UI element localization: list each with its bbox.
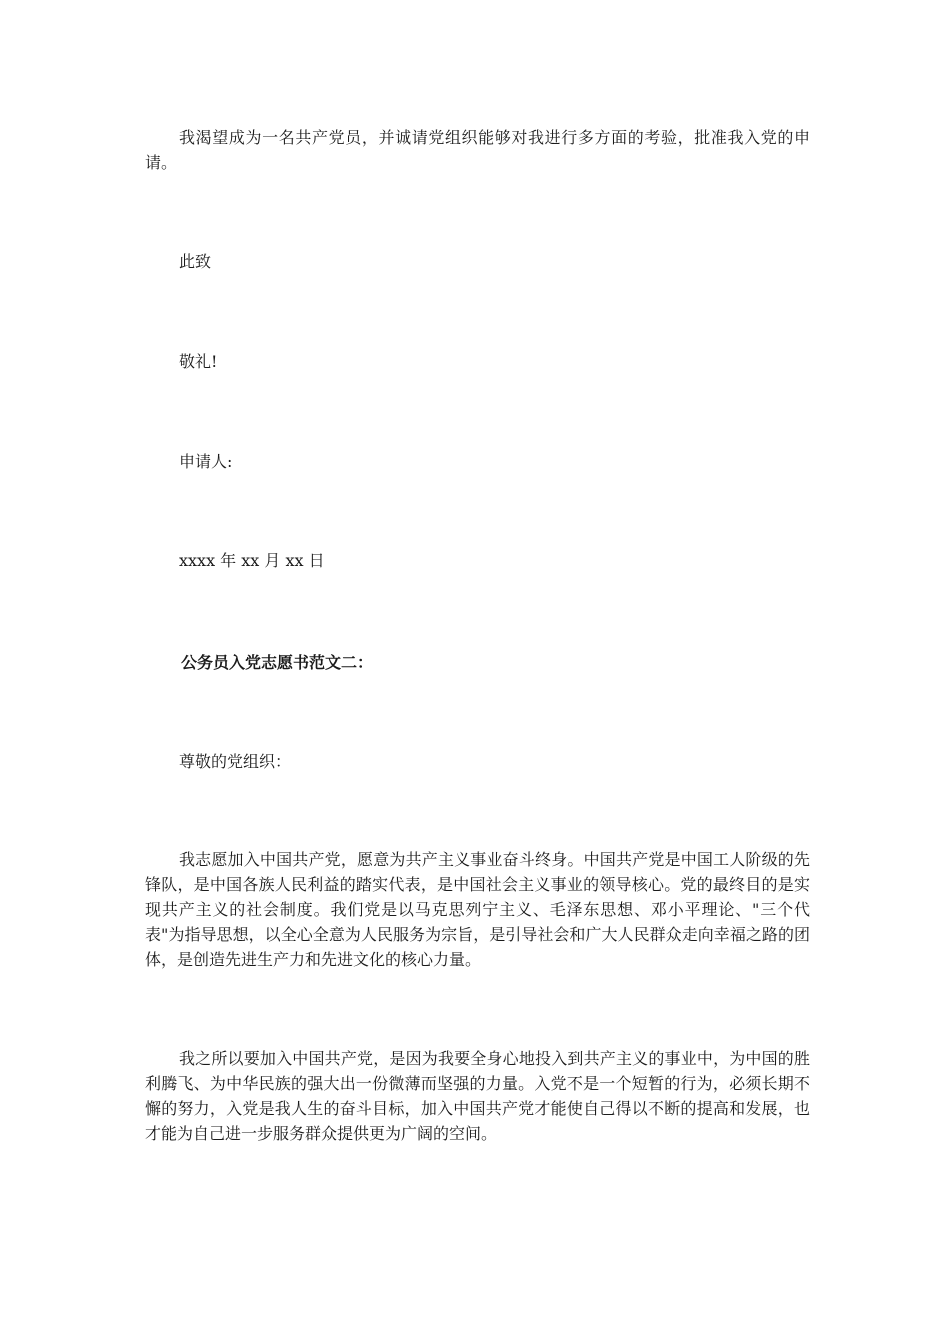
closing-paragraph: 我渴望成为一名共产党员，并诚请党组织能够对我进行多方面的考验，批准我入党的申请。 [145,128,810,172]
salutation-cizhi: 此致 [179,252,212,271]
salutation-jingli: 敬礼! [179,352,218,371]
greeting: 尊敬的党组织： [179,752,292,771]
date-line: xxxx 年 xx 月 xx 日 [179,551,325,570]
applicant-label: 申请人: [179,452,233,471]
section-heading: 公务员入党志愿书范文二： [181,653,374,672]
body-paragraph-2: 我之所以要加入中国共产党，是因为我要全身心地投入到共产主义的事业中，为中国的胜利腾飞、为中华民族的强大出一份微薄而坚强的力量。入党不是一个短暂的行为，必须长期不懈的努力，入党是我人生的奋斗目标，加入中国共产党才能使自己得以不断的提高和发展，也才能为自己进一步服务群众提供更为广阔的空间。 [145,1049,810,1143]
body-paragraph-1: 我志愿加入中国共产党，愿意为共产主义事业奋斗终身。中国共产党是中国工人阶级的先锋队，是中国各族人民利益的踏实代表，是中国社会主义事业的领导核心。党的最终目的是实现共产主义的社会制度。我们党是以马克思列宁主义、毛泽东思想、邓小平理论、"三个代表"为指导思想，以全心全意为人民服务为宗旨，是引导社会和广大人民群众走向幸福之路的团体，是创造先进生产力和先进文化的核心力量。 [145,850,810,969]
